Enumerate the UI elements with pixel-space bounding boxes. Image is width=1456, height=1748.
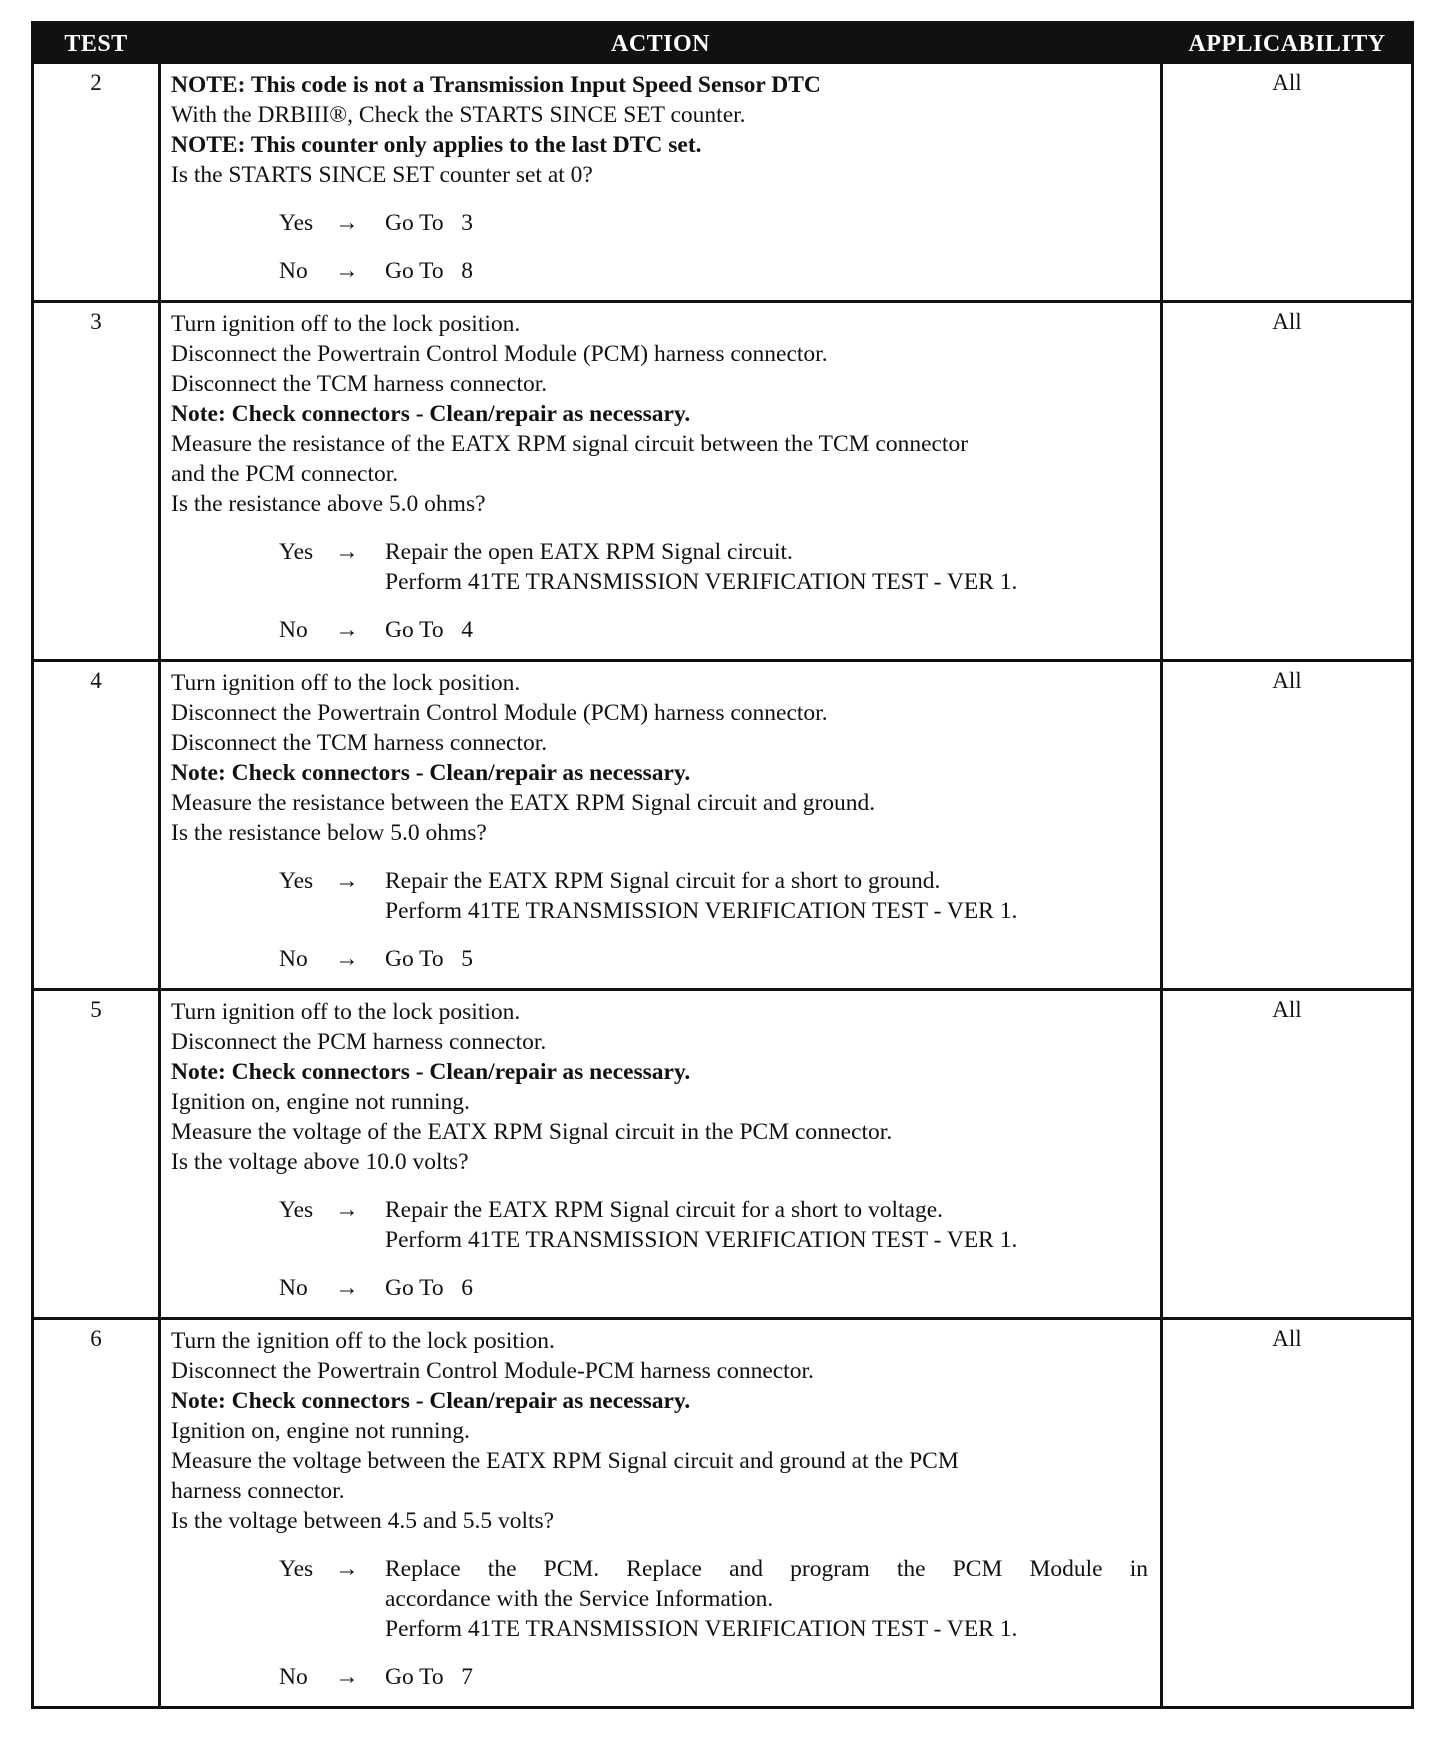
header-applicability: APPLICABILITY	[1188, 30, 1386, 57]
no-label: No	[279, 1275, 308, 1301]
table-row	[34, 1317, 1411, 1706]
instruction-line: Measure the voltage between the EATX RPM Signal circuit and ground at the PCM	[171, 1448, 959, 1474]
result-line: Perform 41TE TRANSMISSION VERIFICATION TEST - VER 1.	[385, 898, 1018, 924]
instruction-line: Measure the resistance of the EATX RPM signal circuit between the TCM connector	[171, 431, 969, 457]
instruction-line: With the DRBIII®, Check the STARTS SINCE SET counter.	[171, 102, 746, 128]
note-line: Note: Check connectors - Clean/repair as necessary.	[171, 401, 691, 427]
header-test: TEST	[64, 30, 128, 57]
table-row	[34, 659, 1411, 988]
no-result: Go To 6	[385, 1275, 474, 1301]
table-row	[34, 300, 1411, 659]
arrow-right-icon: →	[335, 1664, 359, 1690]
action-cell	[158, 303, 1163, 659]
instruction-line: Ignition on, engine not running.	[171, 1089, 470, 1115]
instruction-line: Is the voltage between 4.5 and 5.5 volts?	[171, 1508, 555, 1534]
yes-result	[385, 208, 1152, 238]
no-label: No	[279, 946, 308, 972]
result-line: accordance with the Service Information.	[385, 1586, 774, 1612]
yes-label: Yes	[279, 1197, 314, 1223]
result-line: Perform 41TE TRANSMISSION VERIFICATION TEST - VER 1.	[385, 1616, 1018, 1642]
yes-result	[385, 866, 1152, 926]
instruction-line: Turn the ignition off to the lock position.	[171, 1328, 555, 1354]
yes-label: Yes	[279, 210, 314, 236]
instruction-line: Is the resistance above 5.0 ohms?	[171, 491, 486, 517]
instruction-line: Disconnect the Powertrain Control Module (PCM) harness connector.	[171, 700, 828, 726]
instruction-line: Turn ignition off to the lock position.	[171, 311, 521, 337]
test-number: 3	[90, 309, 102, 334]
instruction-line: Is the voltage above 10.0 volts?	[171, 1149, 469, 1175]
action-cell	[158, 64, 1163, 300]
no-outcome	[279, 1662, 1152, 1692]
result-line: Repair the open EATX RPM Signal circuit.	[385, 539, 793, 565]
table-row	[34, 64, 1411, 300]
no-label: No	[279, 1664, 308, 1690]
test-number: 4	[90, 668, 102, 693]
instruction-line: Turn ignition off to the lock position.	[171, 670, 521, 696]
applicability-value: All	[1272, 1326, 1302, 1351]
diagnostic-test-table	[31, 21, 1414, 1709]
yes-label: Yes	[279, 1556, 314, 1582]
no-result: Go To 7	[385, 1664, 474, 1690]
instruction-line: Measure the resistance between the EATX RPM Signal circuit and ground.	[171, 790, 876, 816]
no-label: No	[279, 258, 308, 284]
arrow-right-icon: →	[335, 1556, 359, 1582]
instruction-line: and the PCM connector.	[171, 461, 399, 487]
test-number: 5	[90, 997, 102, 1022]
applicability-value: All	[1272, 997, 1302, 1022]
table-row	[34, 988, 1411, 1317]
no-result: Go To 8	[385, 258, 474, 284]
note-line: NOTE: This counter only applies to the last DTC set.	[171, 132, 702, 158]
yes-outcome	[279, 208, 1152, 238]
instruction-line: Is the STARTS SINCE SET counter set at 0?	[171, 162, 593, 188]
no-result: Go To 5	[385, 946, 474, 972]
no-label: No	[279, 617, 308, 643]
instruction-line: Ignition on, engine not running.	[171, 1418, 470, 1444]
yes-result	[385, 537, 1152, 597]
note-line: Note: Check connectors - Clean/repair as necessary.	[171, 1388, 691, 1414]
result-line: Go To 3	[385, 210, 474, 236]
applicability-value: All	[1272, 70, 1302, 95]
arrow-right-icon: →	[335, 1197, 359, 1223]
instruction-line: Measure the voltage of the EATX RPM Signal circuit in the PCM connector.	[171, 1119, 893, 1145]
no-outcome	[279, 944, 1152, 974]
arrow-right-icon: →	[335, 1275, 359, 1301]
result-line: Perform 41TE TRANSMISSION VERIFICATION TEST - VER 1.	[385, 569, 1018, 595]
instruction-line: Is the resistance below 5.0 ohms?	[171, 820, 487, 846]
instruction-line: Disconnect the TCM harness connector.	[171, 730, 548, 756]
arrow-right-icon: →	[335, 946, 359, 972]
test-number: 2	[90, 70, 102, 95]
note-line: Note: Check connectors - Clean/repair as necessary.	[171, 760, 691, 786]
yes-result	[385, 1195, 1152, 1255]
yes-result	[385, 1554, 1152, 1644]
yes-outcome	[279, 1195, 1152, 1255]
arrow-right-icon: →	[335, 868, 359, 894]
arrow-right-icon: →	[335, 210, 359, 236]
instruction-line: Disconnect the Powertrain Control Module-PCM harness connector.	[171, 1358, 814, 1384]
yes-outcome	[279, 1554, 1152, 1644]
header-action: ACTION	[610, 30, 710, 57]
result-line: Repair the EATX RPM Signal circuit for a short to voltage.	[385, 1197, 944, 1223]
action-cell	[158, 662, 1163, 988]
no-outcome	[279, 256, 1152, 286]
instruction-line: Disconnect the Powertrain Control Module (PCM) harness connector.	[171, 341, 828, 367]
yes-label: Yes	[279, 539, 314, 565]
result-line: Perform 41TE TRANSMISSION VERIFICATION TEST - VER 1.	[385, 1227, 1018, 1253]
arrow-right-icon: →	[335, 258, 359, 284]
arrow-right-icon: →	[335, 539, 359, 565]
no-outcome	[279, 615, 1152, 645]
instruction-line: harness connector.	[171, 1478, 345, 1504]
note-line: Note: Check connectors - Clean/repair as necessary.	[171, 1059, 691, 1085]
applicability-value: All	[1272, 668, 1302, 693]
yes-outcome	[279, 866, 1152, 926]
applicability-value: All	[1272, 309, 1302, 334]
test-number: 6	[90, 1326, 102, 1351]
arrow-right-icon: →	[335, 617, 359, 643]
action-cell	[158, 991, 1163, 1317]
action-cell	[158, 1320, 1163, 1706]
no-result: Go To 4	[385, 617, 474, 643]
instruction-line: Disconnect the PCM harness connector.	[171, 1029, 547, 1055]
result-line: Repair the EATX RPM Signal circuit for a short to ground.	[385, 868, 941, 894]
instruction-line: Disconnect the TCM harness connector.	[171, 371, 548, 397]
table-header	[34, 24, 1411, 64]
yes-label: Yes	[279, 868, 314, 894]
table-body	[34, 64, 1411, 1706]
instruction-line: Turn ignition off to the lock position.	[171, 999, 521, 1025]
no-outcome	[279, 1273, 1152, 1303]
result-line: Replace the PCM. Replace and program the PCM Module in	[385, 1556, 1148, 1582]
yes-outcome	[279, 537, 1152, 597]
note-line: NOTE: This code is not a Transmission Input Speed Sensor DTC	[171, 72, 821, 98]
